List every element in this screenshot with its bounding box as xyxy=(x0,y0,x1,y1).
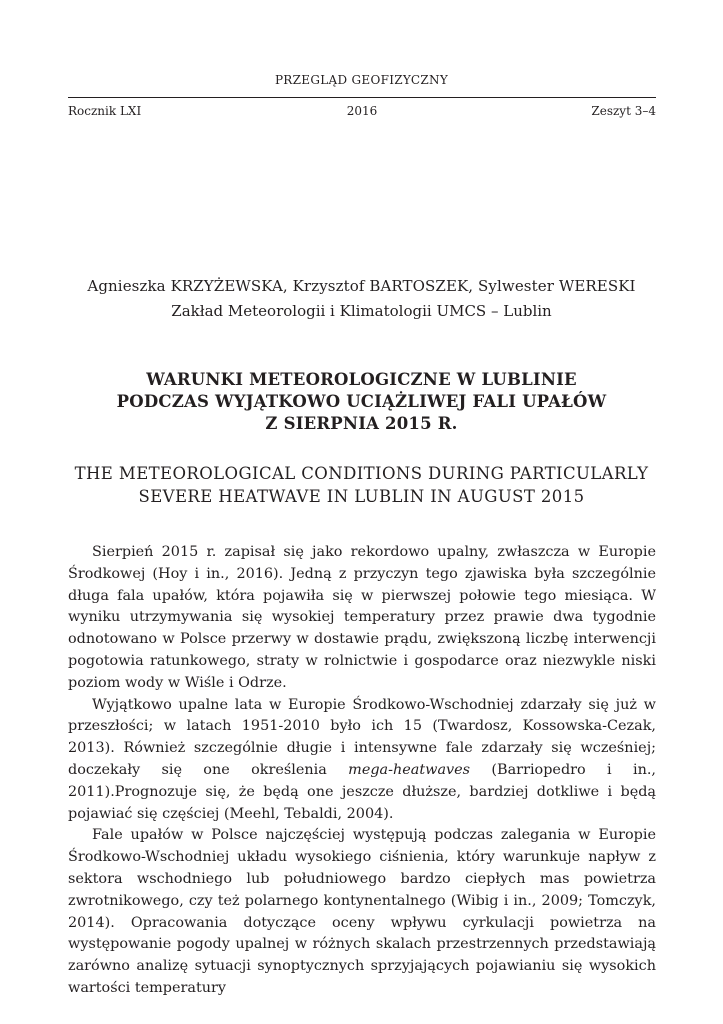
body-paragraph-2 xyxy=(68,695,656,826)
body-paragraph-2-text: Wyjątkowo upalne lata w Europie Środkowo-Wschodniej zdarzały się już w przeszłości; w latach 1951-2010 było ich 15 (Twardosz, Kossowska-Cezak, 2013). Również szczególnie długie i intensywne fale zdarzały się wcześniej; doczekały się one określenia xyxy=(68,696,656,778)
header-rule xyxy=(68,97,656,98)
author-list: Agnieszka KRZYŻEWSKA, Krzysztof BARTOSZEK, Sylwester WERESKI xyxy=(87,277,636,295)
running-header xyxy=(68,104,656,120)
article-body xyxy=(68,542,656,1000)
issue-label: Zeszyt 3–4 xyxy=(591,104,656,118)
volume-label: Rocznik LXI xyxy=(68,104,142,118)
body-paragraph-1: Sierpień 2015 r. zapisał się jako rekordowo upalny, zwłaszcza w Europie Środkowej (Hoy i in., 2016). Jedną z przyczyn tego zjawiska była szczególnie długa fala upałów, która pojawiła się w pierwszej połowie tego miesiąca. W wyniku utrzymywania się wysokiej temperatury przez prawie dwa tygodnie odnotowano w Polsce przerwy w dostawie prądu, zwiększoną liczbę interwencji pogotowia ratunkowego, straty w rolnictwie i gospodarce oraz niezwykle niski poziom wody w Wiśle i Odrze. xyxy=(68,544,656,691)
year-label: 2016 xyxy=(346,104,378,118)
body-paragraph-2-text-cont: (Barriopedro i in., 2011).Prognozuje się, że będą one jeszcze dłuższe, bardziej dotkliwe i będą pojawiać się częściej (Meehl, Tebaldi, 2004). xyxy=(68,761,656,822)
journal-name: PRZEGLĄD GEOFIZYCZNY xyxy=(274,73,449,87)
body-paragraph-3: Fale upałów w Polsce najczęściej występują podczas zalegania w Europie Środkowo-Wschodniej układu wysokiego ciśnienia, który warunkuje napływ z sektora wschodniego lub południowego bardzo ciepłych mas powietrza zwrotnikowego, czy też polarnego kontynentalnego (Wibig i in., 2009; Tomczyk, 2014). Opracowania dotyczące oceny wpływu cyrkulacji powietrza na występowanie pogody upalnej w różnych skalach przestrzennych przedstawiają zarówno analizę sytuacji synoptycznych sprzyjających pojawianiu się wysokich wartości temperatury xyxy=(68,827,656,996)
term-mega-heatwaves: mega-heatwaves xyxy=(348,761,471,778)
affiliation: Zakład Meteorologii i Klimatologii UMCS – Lublin xyxy=(171,302,552,320)
title-polish-line: WARUNKI METEOROLOGICZNE W LUBLINIE xyxy=(146,370,577,389)
title-polish-line: Z SIERPNIA 2015 R. xyxy=(265,414,458,433)
title-polish xyxy=(0,369,723,435)
title-english-line: SEVERE HEATWAVE IN LUBLIN IN AUGUST 2015 xyxy=(138,487,585,506)
title-polish-line: PODCZAS WYJĄTKOWO UCIĄŻLIWEJ FALI UPAŁÓW xyxy=(116,392,607,411)
title-english-line: THE METEOROLOGICAL CONDITIONS DURING PARTICULARLY xyxy=(74,464,649,483)
title-english xyxy=(0,462,723,508)
